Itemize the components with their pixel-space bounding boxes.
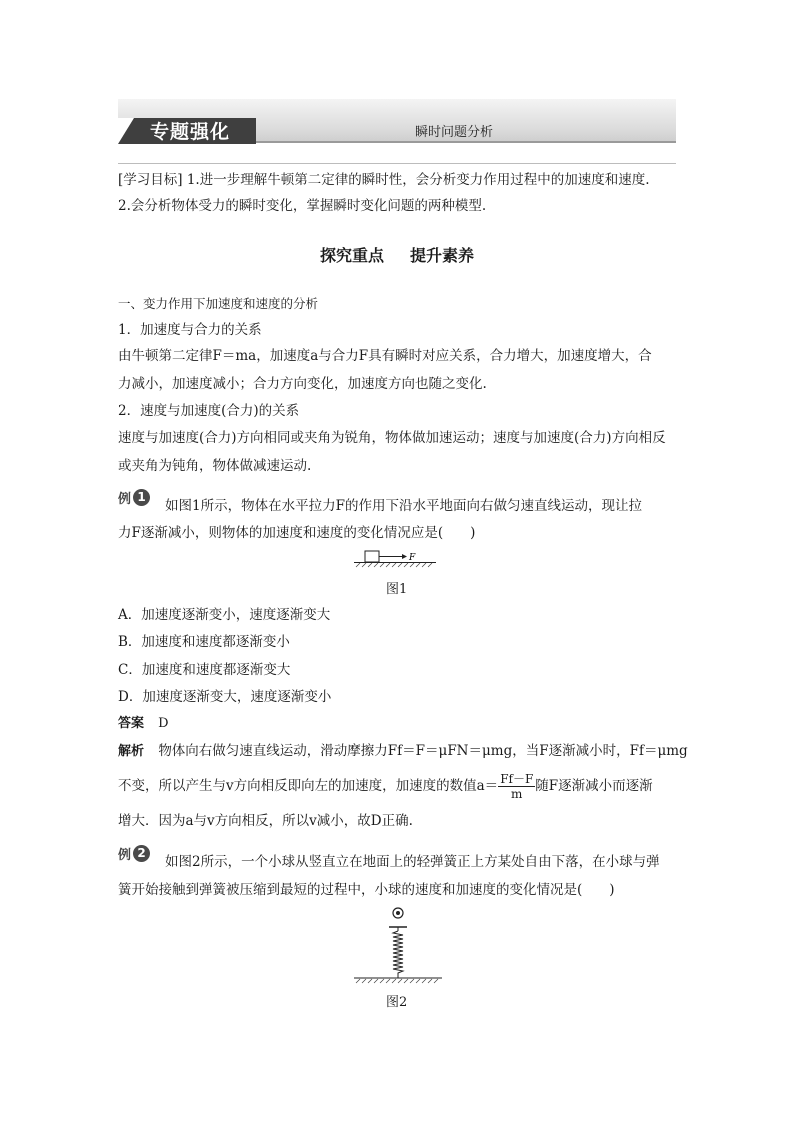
option-b: B．加速度和速度都逐渐变小 bbox=[118, 634, 290, 650]
page-title: 瞬时问题分析 bbox=[415, 125, 494, 140]
ball-center bbox=[396, 911, 400, 915]
figure-2-spring-diagram bbox=[350, 903, 446, 987]
header-rule-bottom bbox=[118, 163, 676, 164]
section-heading bbox=[0, 243, 794, 266]
figure-1-block-diagram bbox=[352, 548, 442, 574]
example-2-badge bbox=[118, 844, 150, 863]
answer-label: 答案 bbox=[118, 716, 145, 731]
example-1-badge bbox=[118, 488, 150, 507]
figure-1-caption: 图1 bbox=[386, 582, 408, 597]
analysis-text-2a: 不变，所以产生与v方向相反即向左的加速度，加速度的数值a＝ bbox=[118, 778, 499, 794]
example-2-label: 例 bbox=[118, 848, 132, 863]
topic-badge-label: 专题强化 bbox=[150, 121, 231, 143]
force-arrow-head bbox=[402, 554, 407, 559]
fraction-denominator: m bbox=[511, 787, 523, 801]
analysis-text-2b: 随F逐渐减小而逐渐 bbox=[535, 778, 653, 794]
objectives-line-2: 2.会分析物体受力的瞬时变化，掌握瞬时变化问题的两种模型. bbox=[118, 198, 487, 214]
block-shape bbox=[365, 551, 379, 562]
ground-hatch bbox=[356, 563, 432, 567]
option-a: A．加速度逐渐变小，速度逐渐变大 bbox=[118, 607, 331, 623]
objectives-line-1: [学习目标] 1.进一步理解牛顿第二定律的瞬时性，会分析变力作用过程中的加速度和速度. bbox=[118, 172, 650, 188]
section-heading-part2: 提升素养 bbox=[410, 246, 475, 265]
paragraph-2-line-2: 或夹角为钝角，物体做减速运动. bbox=[118, 458, 312, 474]
example-1-stem-line-2: 力F逐渐减小，则物体的加速度和速度的变化情况应是( ) bbox=[118, 525, 476, 541]
example-2-number: 2 bbox=[133, 845, 150, 862]
section-heading-part1: 探究重点 bbox=[319, 246, 384, 265]
example-2-stem-line-1: 如图2所示，一个小球从竖直立在地面上的轻弹簧正上方某处自由下落，在小球与弹 bbox=[165, 854, 660, 870]
option-c: C．加速度和速度都逐渐变大 bbox=[118, 662, 291, 678]
subsection-2-title: 2．速度与加速度(合力)的关系 bbox=[118, 403, 300, 419]
answer-value: D bbox=[158, 716, 169, 731]
example-1-label: 例 bbox=[118, 492, 132, 507]
paragraph-1-line-2: 力减小，加速度减小；合力方向变化，加速度方向也随之变化. bbox=[118, 376, 487, 392]
paragraph-1-line-1: 由牛顿第二定律F＝ma，加速度a与合力F具有瞬时对应关系，合力增大，加速度增大，合 bbox=[118, 348, 652, 364]
figure-2-caption: 图2 bbox=[386, 995, 408, 1010]
answer-row bbox=[118, 715, 169, 733]
spring-coil bbox=[393, 931, 403, 978]
fraction-numerator: Ff－F bbox=[500, 772, 534, 786]
section-title: 一、变力作用下加速度和速度的分析 bbox=[118, 296, 319, 311]
analysis-line-3: 增大．因为a与v方向相反，所以v减小，故D正确. bbox=[118, 813, 413, 829]
example-1-stem-line-1: 如图1所示，物体在水平拉力F的作用下沿水平地面向右做匀速直线运动，现让拉 bbox=[165, 498, 642, 514]
force-label: F bbox=[409, 553, 416, 563]
ground-hatch bbox=[356, 979, 438, 983]
analysis-line-2 bbox=[118, 772, 653, 801]
example-1-number: 1 bbox=[133, 489, 150, 506]
analysis-text-1: 物体向右做匀速直线运动，滑动摩擦力Ff＝F＝μFN＝μmg，当F逐渐减小时，Ff＝μmg bbox=[158, 743, 688, 759]
analysis-line-1 bbox=[118, 742, 688, 761]
example-2-stem-line-2: 簧开始接触到弹簧被压缩到最短的过程中，小球的速度和加速度的变化情况是( ) bbox=[118, 882, 615, 898]
option-d: D．加速度逐渐变大，速度逐渐变小 bbox=[118, 689, 332, 705]
paragraph-2-line-1: 速度与加速度(合力)方向相同或夹角为锐角，物体做加速运动；速度与加速度(合力)方向相反 bbox=[118, 430, 666, 446]
subsection-1-title: 1．加速度与合力的关系 bbox=[118, 322, 262, 338]
acceleration-fraction bbox=[498, 772, 535, 801]
topic-badge-notch bbox=[118, 118, 134, 144]
analysis-label: 解析 bbox=[118, 744, 145, 759]
